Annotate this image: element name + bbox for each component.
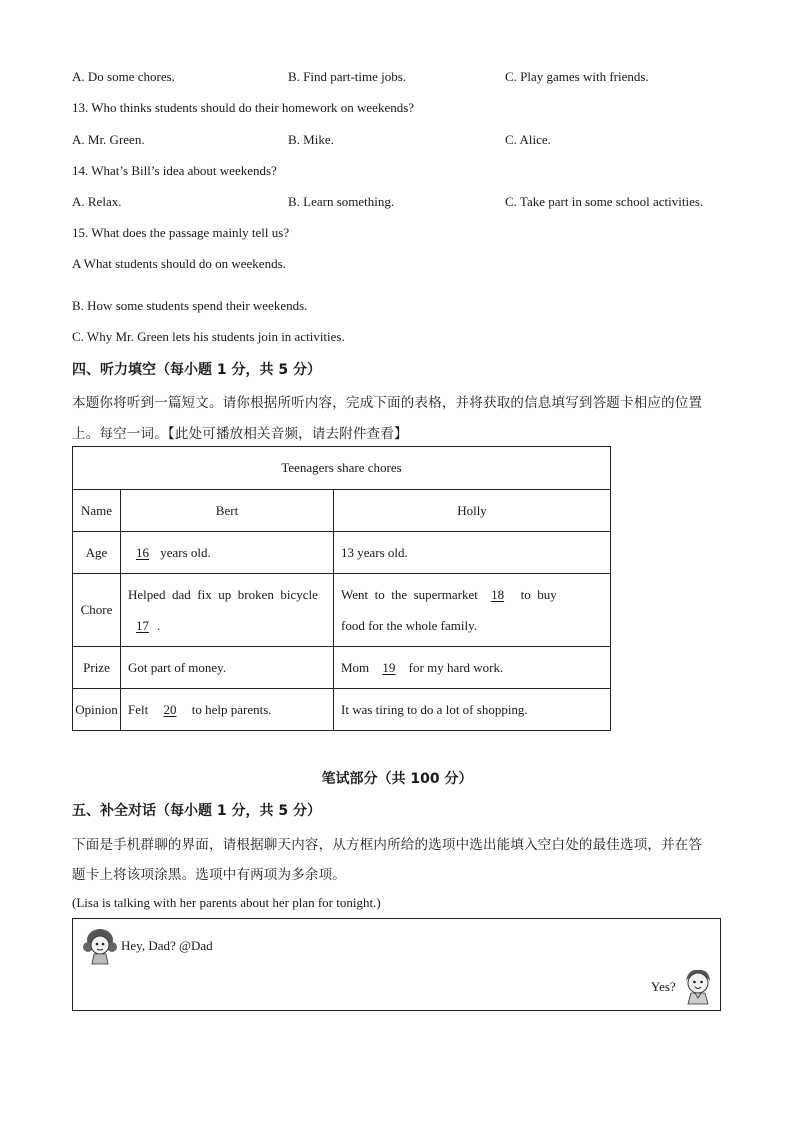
section4-instruction-line1: 本题你将听到一篇短文。请你根据所听内容，完成下面的表格，并将获取的信息填写到答题卡相应的位置: [72, 395, 703, 411]
q14-question: 14. What’s Bill’s idea about weekends?: [72, 163, 277, 178]
q15-question: 15. What does the passage mainly tell us?: [72, 225, 290, 240]
table-title: Teenagers share chores: [73, 447, 611, 490]
girl-avatar-icon: [83, 927, 117, 965]
cell-holly-opinion: It was tiring to do a lot of shopping.: [334, 689, 611, 731]
q15-option-a: A What students should do on weekends.: [72, 256, 286, 271]
cell-holly-age: 13 years old.: [334, 532, 611, 574]
boy-avatar-icon: [682, 967, 714, 1005]
section4-heading: 四、听力填空（每小题 1 分，共 5 分）: [72, 362, 321, 378]
q15-option-c: C. Why Mr. Green lets his students join in activities.: [72, 329, 345, 344]
cell-bert-opinion: Felt 20 to help parents.: [121, 689, 334, 731]
cell-bert-prize: Got part of money.: [121, 647, 334, 689]
section5-instruction-line2: 题卡上将该项涂黑。选项中有两项为多余项。: [72, 867, 346, 883]
blank-18: 18: [491, 587, 505, 602]
section5-heading: 五、补全对话（每小题 1 分，共 5 分）: [72, 803, 321, 819]
cell-holly-chore: Went to the supermarket 18 to buy food for the whole family.: [334, 574, 611, 647]
blank-16: 16: [136, 544, 149, 560]
written-part-heading: 笔试部分（共 100 分）: [321, 771, 473, 787]
header-name: Name: [73, 490, 121, 532]
chat-box: [72, 918, 721, 1011]
q13-option-a: A. Mr. Green.: [72, 132, 145, 147]
blank-17: 17: [136, 618, 149, 633]
q15-option-b: B. How some students spend their weekends.: [72, 298, 308, 313]
q14-option-a: A. Relax.: [72, 194, 122, 209]
q13-option-c: C. Alice.: [505, 132, 551, 147]
listening-table: [72, 446, 611, 731]
header-bert: Bert: [121, 490, 334, 532]
dad-message: Yes?: [651, 979, 676, 994]
q12-option-b: B. Find part-time jobs.: [288, 69, 407, 84]
q12-option-a: A. Do some chores.: [72, 69, 175, 84]
row-label-age: Age: [73, 532, 121, 574]
q14-option-c: C. Take part in some school activities.: [505, 194, 704, 209]
q14-option-b: B. Learn something.: [288, 194, 395, 209]
blank-19: 19: [382, 659, 396, 675]
section5-instruction-line1: 下面是手机群聊的界面，请根据聊天内容，从方框内所给的选项中选出能填入空白处的最佳选项，并在答: [72, 837, 703, 853]
cell-holly-prize: Mom 19 for my hard work.: [334, 647, 611, 689]
dialogue-context: (Lisa is talking with her parents about her plan for tonight.): [72, 895, 381, 910]
lisa-message: Hey, Dad? @Dad: [121, 938, 213, 953]
section4-instruction-line2: 上。每空一词。【此处可播放相关音频，请去附件查看】: [72, 426, 408, 442]
row-label-opinion: Opinion: [73, 689, 121, 731]
q13-option-b: B. Mike.: [288, 132, 334, 147]
row-label-prize: Prize: [73, 647, 121, 689]
header-holly: Holly: [334, 490, 611, 532]
cell-bert-chore: Helped dad fix up broken bicycle 17 .: [121, 574, 334, 647]
row-label-chore: Chore: [73, 574, 121, 647]
q13-question: 13. Who thinks students should do their homework on weekends?: [72, 100, 415, 115]
cell-bert-age: 16 years old.: [121, 532, 334, 574]
q12-option-c: C. Play games with friends.: [505, 69, 649, 84]
blank-20: 20: [163, 701, 177, 717]
